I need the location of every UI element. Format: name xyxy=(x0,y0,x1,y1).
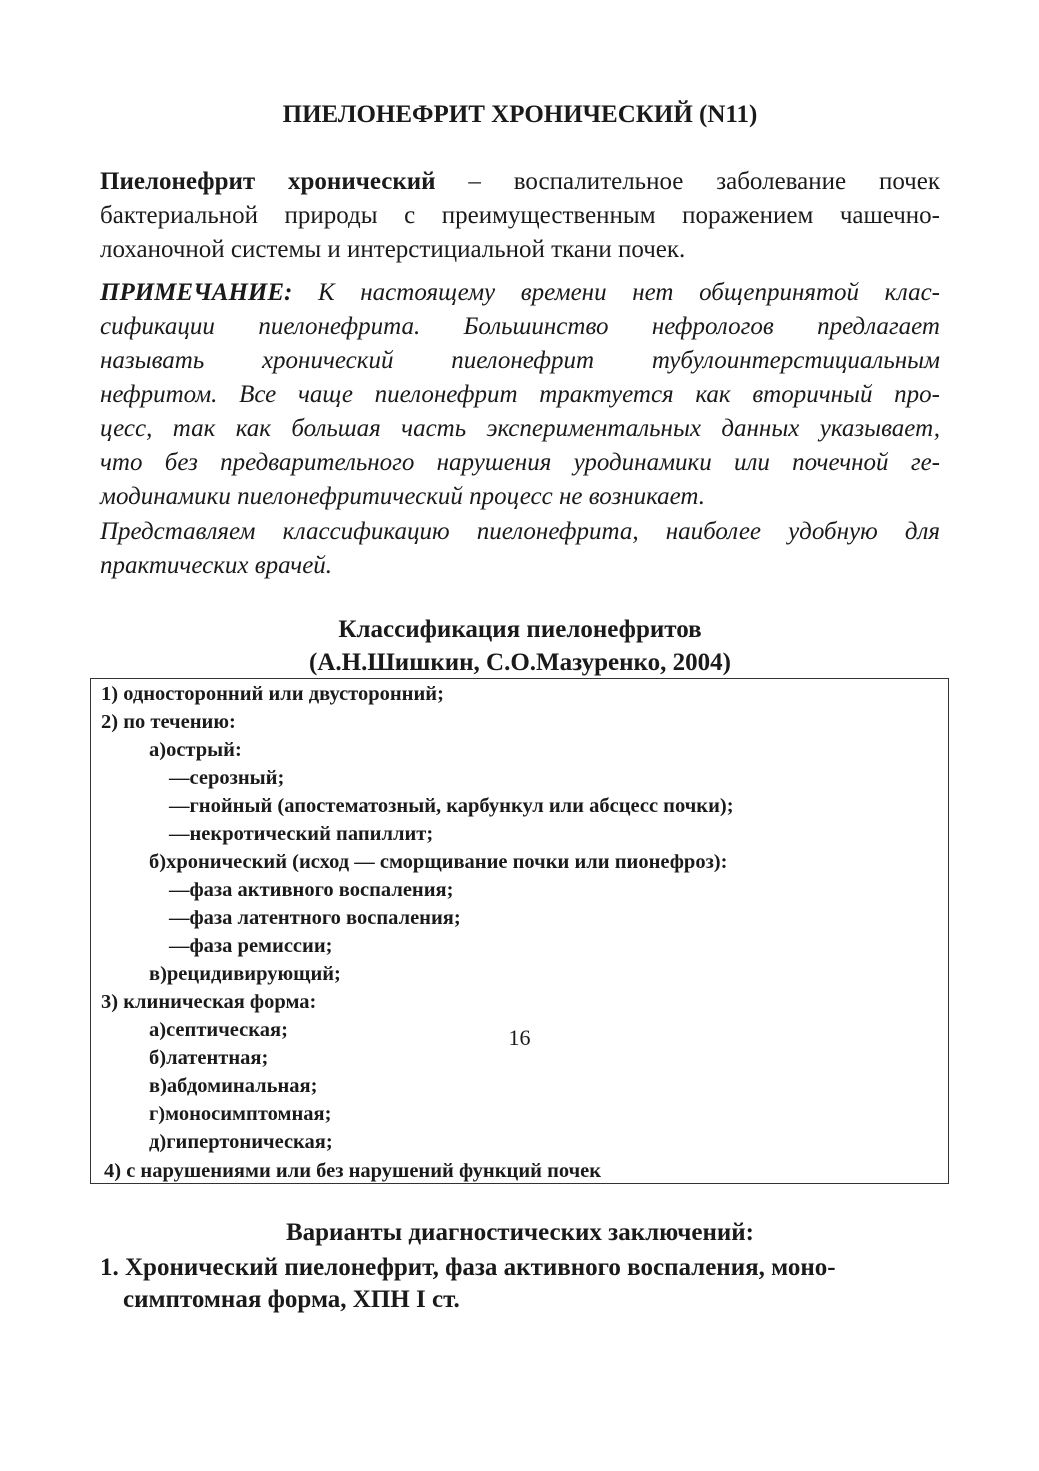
page-title: ПИЕЛОНЕФРИТ ХРОНИЧЕСКИЙ (N11) xyxy=(282,101,758,128)
classification-item: б)латентная; xyxy=(149,1047,269,1069)
classification-item: —фаза ремиссии; xyxy=(169,935,333,957)
classification-authors: (А.Н.Шишкин, С.О.Мазуренко, 2004) xyxy=(309,649,731,676)
classification-item: —серозный; xyxy=(169,767,285,789)
note-line-3: называть хронический пиелонефрит тубулоинтерстициальным xyxy=(100,347,940,374)
classification-item: в)абдоминальная; xyxy=(149,1075,318,1097)
classification-box xyxy=(90,678,949,1184)
classification-item: —гнойный (апостематозный, карбункул или абсцесс почки); xyxy=(169,795,734,817)
classification-item: в)рецидивирующий; xyxy=(149,963,341,985)
variants-title: Варианты диагностических заключений: xyxy=(285,1219,755,1246)
classification-item: 3) клиническая форма: xyxy=(101,991,317,1013)
note-line-2: сификации пиелонефрита. Большинство нефрологов предлагает xyxy=(100,313,940,340)
definition-line-1-text: – воспалительное заболевание почек xyxy=(435,168,940,195)
note-line-1-text: К настоящему времени нет общепринятой клас- xyxy=(292,279,940,306)
classification-item: —фаза активного воспаления; xyxy=(169,879,454,901)
classification-item: —некротический папиллит; xyxy=(169,823,434,845)
classification-item: б)хронический (исход — сморщивание почки или пионефроз): xyxy=(149,851,728,873)
classification-item: а)септическая; xyxy=(149,1019,288,1041)
classification-item: 2) по течению: xyxy=(101,711,236,733)
note-line-5: цесс, так как большая часть экспериментальных данных указывает, xyxy=(100,415,940,442)
diagnosis-variant-1 xyxy=(100,1252,940,1316)
definition-paragraph xyxy=(100,165,940,267)
classification-item: 4) с нарушениями или без нарушений функций почек xyxy=(104,1160,602,1182)
note-line-4: нефритом. Все чаще пиелонефрит трактуется как вторичный про- xyxy=(100,381,940,408)
presentation-line-1: Представляем классификацию пиелонефрита, наиболее удобную для xyxy=(100,518,940,545)
classification-item: г)моносимптомная; xyxy=(149,1103,332,1125)
classification-title: Классификация пиелонефритов xyxy=(338,616,702,643)
classification-item: 1) односторонний или двусторонний; xyxy=(101,683,444,705)
page-number: 16 xyxy=(508,1025,531,1050)
definition-line-1 xyxy=(100,165,940,199)
note-line-1 xyxy=(100,276,940,310)
definition-line-2: бактериальной природы с преимущественным поражением чашечно- xyxy=(100,202,940,229)
diagnosis-variant-1-line-1: 1. Хронический пиелонефрит, фаза активного воспаления, моно- xyxy=(100,1254,836,1281)
classification-item: —фаза латентного воспаления; xyxy=(169,907,461,929)
note-label: ПРИМЕЧАНИЕ: xyxy=(100,279,293,306)
definition-term: Пиелонефрит хронический xyxy=(100,168,436,195)
note-paragraph xyxy=(100,276,940,514)
diagnosis-variant-1-line-2: симптомная форма, ХПН I ст. xyxy=(123,1286,460,1313)
classification-item: а)острый: xyxy=(149,739,242,761)
note-line-6: что без предварительного нарушения уродинамики или почечной ге- xyxy=(100,449,940,476)
presentation-line-2: практических врачей. xyxy=(100,552,333,579)
definition-line-3: лоханочной системы и интерстициальной ткани почек. xyxy=(100,236,686,263)
note-line-7: модинамики пиелонефритический процесс не возникает. xyxy=(100,483,706,510)
presentation-paragraph xyxy=(100,515,940,583)
classification-item: д)гипертоническая; xyxy=(149,1131,333,1153)
